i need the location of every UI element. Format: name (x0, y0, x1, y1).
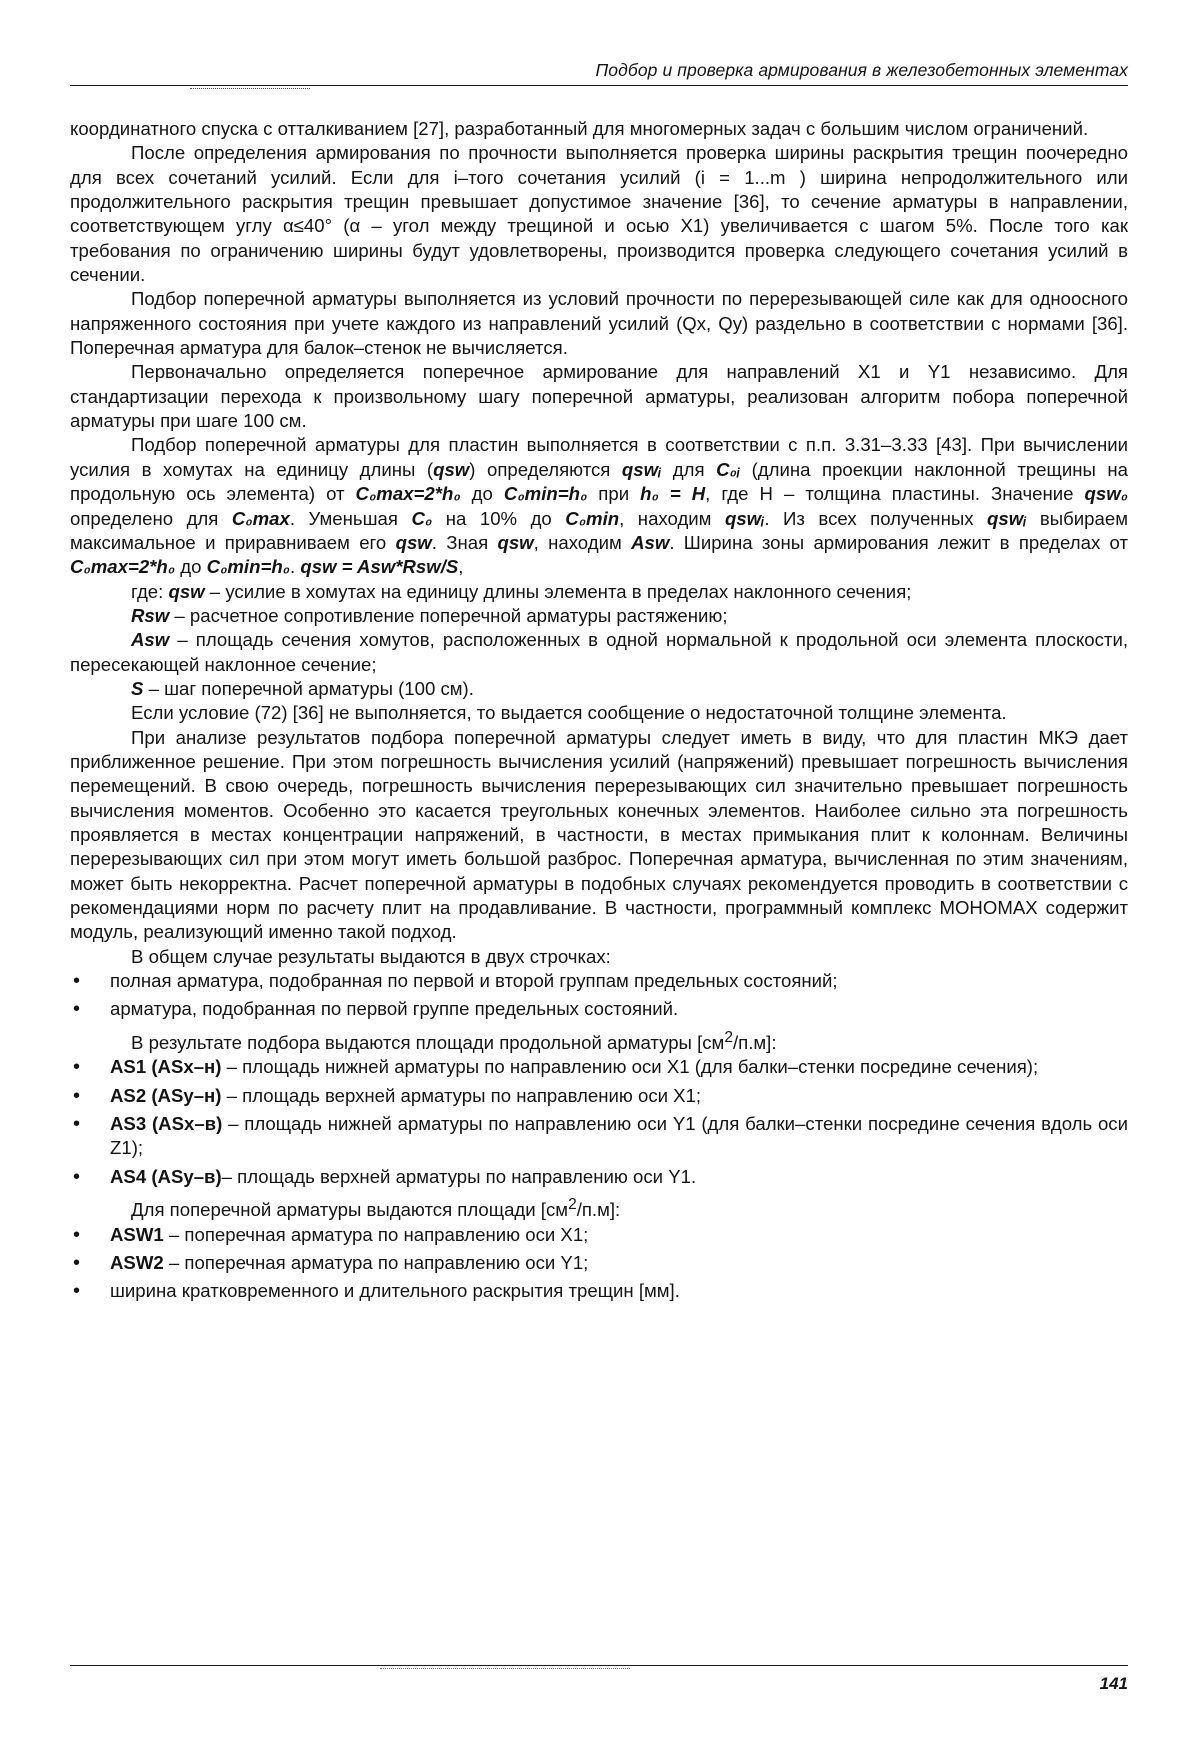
text-run: . Ширина зоны армирования лежит в пределах от (669, 531, 1129, 553)
header-rule-dots (190, 88, 310, 89)
footer-rule (70, 1665, 1128, 1666)
variable-qsw: qsw (433, 458, 470, 480)
text-run: для (661, 458, 717, 480)
variable-c0i: C₀ᵢ (716, 458, 741, 480)
text-run: . Из всех полученных (764, 507, 988, 529)
list-item: • арматура, подобранная по первой группе предельных состояний. (70, 997, 1128, 1021)
definition-asw (70, 628, 1128, 677)
body-text (70, 117, 1128, 1308)
formula-h0-h: h₀ = H (640, 483, 706, 505)
list-item-text: – площадь верхней арматуры по направлению оси Y1. (221, 1165, 697, 1187)
definition-term: S (131, 677, 144, 699)
list-item (70, 1112, 1128, 1161)
list-item (70, 1055, 1128, 1079)
reinforcement-code: AS2 (ASy–н) (110, 1084, 222, 1106)
text-run: выбираем максимальное и приравниваем его (70, 507, 1128, 553)
text-run: В результате подбора выдаются площади продольной арматуры [см (131, 1031, 725, 1053)
paragraph-continuation: координатного спуска с отталкиванием [27], разработанный для многомерных задач с большим числом ограничений. (70, 118, 1089, 139)
definition-text: – площадь сечения хомутов, расположенных в одной нормальной к продольной оси элемента плоскости, пересекающей наклонное сечение; (70, 629, 1128, 675)
variable-asw: Asw (631, 531, 670, 553)
list-item (70, 1084, 1128, 1108)
formula-c0max: C₀max=2*h₀ (70, 556, 176, 578)
variable-c0max: C₀max (231, 507, 290, 529)
paragraph-crack-check: После определения армирования по прочности выполняется проверка ширины раскрытия трещин поочередно для всех сочетаний усилий. Если для i–того сочетания усилий (i = 1...m ) ширина непродолжительного или продолжительного раскрытия трещин превышает допустимое значение [36], то сечение арматуры в направлении, соответствующем углу α≤40° (α – угол между трещиной и осью X1) увеличивается с шагом 5%. После того как требования по ограничению ширины будут удовлетворены, производится проверка следующего сочетания усилий в сечении. (70, 142, 1128, 286)
reinforcement-code: AS4 (ASy–в) (110, 1165, 222, 1187)
definition-qsw (70, 580, 1128, 604)
text-run: до (175, 556, 207, 578)
superscript: 2 (724, 1028, 733, 1046)
text-run: Подбор поперечной арматуры для пластин выполняется в соответствии с п.п. 3.31–3.33 [43]. При вычислении усилия в хомутах на единицу длины ( (70, 434, 1128, 480)
longitudinal-list (70, 1055, 1128, 1189)
formula-c0min: C₀min=h₀ (206, 556, 291, 578)
definition-term: Asw (131, 629, 170, 651)
transverse-list (70, 1223, 1128, 1304)
text-run: на 10% до (432, 507, 566, 529)
definition-s (70, 677, 1128, 701)
transverse-intro (70, 1193, 1128, 1223)
variable-qswi: qswᵢ (987, 507, 1027, 529)
list-item (70, 1165, 1128, 1189)
variable-qswi: qswᵢ (724, 507, 765, 529)
text-run: . Зная (431, 531, 498, 553)
list-item (70, 1223, 1128, 1247)
text-run: /п.м]: (732, 1031, 777, 1053)
text-run: . (290, 556, 301, 578)
list-item-text: ширина кратковременного и длительного раскрытия трещин [мм]. (110, 1280, 680, 1302)
list-item-text: – поперечная арматура по направлению оси X1; (163, 1223, 589, 1245)
reinforcement-code: ASW2 (110, 1251, 164, 1273)
text-run: /п.м]: (576, 1199, 621, 1221)
paragraph-transverse-selection: Подбор поперечной арматуры выполняется из условий прочности по перерезывающей силе как для одноосного напряженного состояния при учете каждого из направлений усилий (Qx, Qy) раздельно в соответствии с нормами [36]. Поперечная арматура для балок–стенок не вычисляется. (70, 288, 1128, 359)
paragraph-analysis-note: При анализе результатов подбора поперечной арматуры следует иметь в виду, что для пластин МКЭ дает приближенное решение. При этом погрешность вычисления усилий (напряжений) превышает погрешность вычисления перемещений. В свою очередь, погрешность вычисления перерезывающих сил значительно превышает погрешность вычисления моментов. Особенно это касается треугольных конечных элементов. Наиболее сильно эта погрешность проявляется в местах концентрации напряжений, в частности, в местах примыкания плит к колоннам. Величины перерезывающих сил при этом могут иметь большой разброс. Поперечная арматура, вычисленная по этим значениям, может быть некорректна. Расчет поперечной арматуры в подобных случаях рекомендуется проводить в соответствии с рекомендациями норм по расчету плит на продавливание. В частности, программный комплекс МОНОМАХ содержит модуль, реализующий именно такой подход. (70, 726, 1128, 943)
list-item: • полная арматура, подобранная по первой и второй группам предельных состояний; (70, 969, 1128, 993)
list-item-text: – поперечная арматура по направлению оси Y1; (163, 1251, 589, 1273)
reinforcement-code: AS3 (ASx–в) (110, 1112, 223, 1134)
text-run: , где H – толщина пластины. Значение (705, 483, 1085, 505)
header-rule (70, 85, 1128, 86)
variable-c0: C₀ (411, 507, 433, 529)
text-run: , находим (533, 531, 632, 553)
definition-text: – усилие в хомутах на единицу длины элемента в пределах наклонного сечения; (204, 580, 912, 602)
text-run: до (460, 483, 504, 505)
variable-qsw: qsw (497, 531, 534, 553)
definition-prefix: где: (131, 580, 169, 602)
text-run: ) определяются (469, 458, 622, 480)
variable-qsw0: qsw₀ (1084, 483, 1128, 505)
variable-qsw: qsw (395, 531, 432, 553)
definition-text: – расчетное сопротивление поперечной арматуры растяжению; (169, 604, 728, 626)
text-run: , находим (619, 507, 725, 529)
text-run: , (458, 556, 464, 578)
definition-term: qsw (168, 580, 205, 602)
superscript: 2 (568, 1195, 577, 1213)
paragraph-transverse-initial: Первоначально определяется поперечное армирование для направлений X1 и Y1 независимо. Для стандартизации перехода к произвольному шагу поперечной арматуры, реализован алгоритм побора поперечной арматуры при шаге 100 см. (70, 361, 1128, 432)
formula-qsw: qsw = Asw*Rsw/S (300, 556, 459, 578)
formula-c0max: C₀max=2*h₀ (355, 483, 461, 505)
reinforcement-code: ASW1 (110, 1223, 164, 1245)
text-run: при (587, 483, 641, 505)
footer-rule-dots (380, 1668, 630, 1669)
list-item-text: – площадь нижней арматуры по направлению оси X1 (для балки–стенки посредине сечения); (221, 1056, 1039, 1078)
definition-rsw (70, 604, 1128, 628)
text-run: определено для (70, 507, 232, 529)
formula-c0min: C₀min=h₀ (503, 483, 588, 505)
text-run: (длина проекции наклонной трещины на продольную ось элемента) от (70, 458, 1128, 505)
results-list (70, 969, 1128, 1022)
reinforcement-code: AS1 (ASx–н) (110, 1056, 222, 1078)
list-item (70, 1279, 1128, 1303)
text-run: . Уменьшая (289, 507, 412, 529)
longitudinal-intro (70, 1026, 1128, 1056)
list-item-text: – площадь нижней арматуры по направлению оси Y1 (для балки–стенки посредине сечения вдоль оси Z1); (110, 1112, 1128, 1159)
page-number: 141 (1099, 1674, 1128, 1693)
variable-qswi: qswᵢ (621, 458, 662, 480)
list-item (70, 1251, 1128, 1275)
text-run: Для поперечной арматуры выдаются площади [см (131, 1199, 569, 1221)
paragraph-results-intro: В общем случае результаты выдаются в двух строчках: (131, 945, 611, 967)
running-header: Подбор и проверка армирования в железобетонных элементах (595, 60, 1128, 80)
definition-term: Rsw (131, 604, 170, 626)
variable-c0min: C₀min (565, 507, 620, 529)
paragraph-plates-transverse (70, 433, 1128, 579)
definition-text: – шаг поперечной арматуры (100 см). (143, 677, 474, 699)
paragraph-thickness-check: Если условие (72) [36] не выполняется, то выдается сообщение о недостаточной толщине элемента. (131, 702, 1007, 724)
list-item-text: – площадь верхней арматуры по направлению оси X1; (221, 1084, 702, 1106)
